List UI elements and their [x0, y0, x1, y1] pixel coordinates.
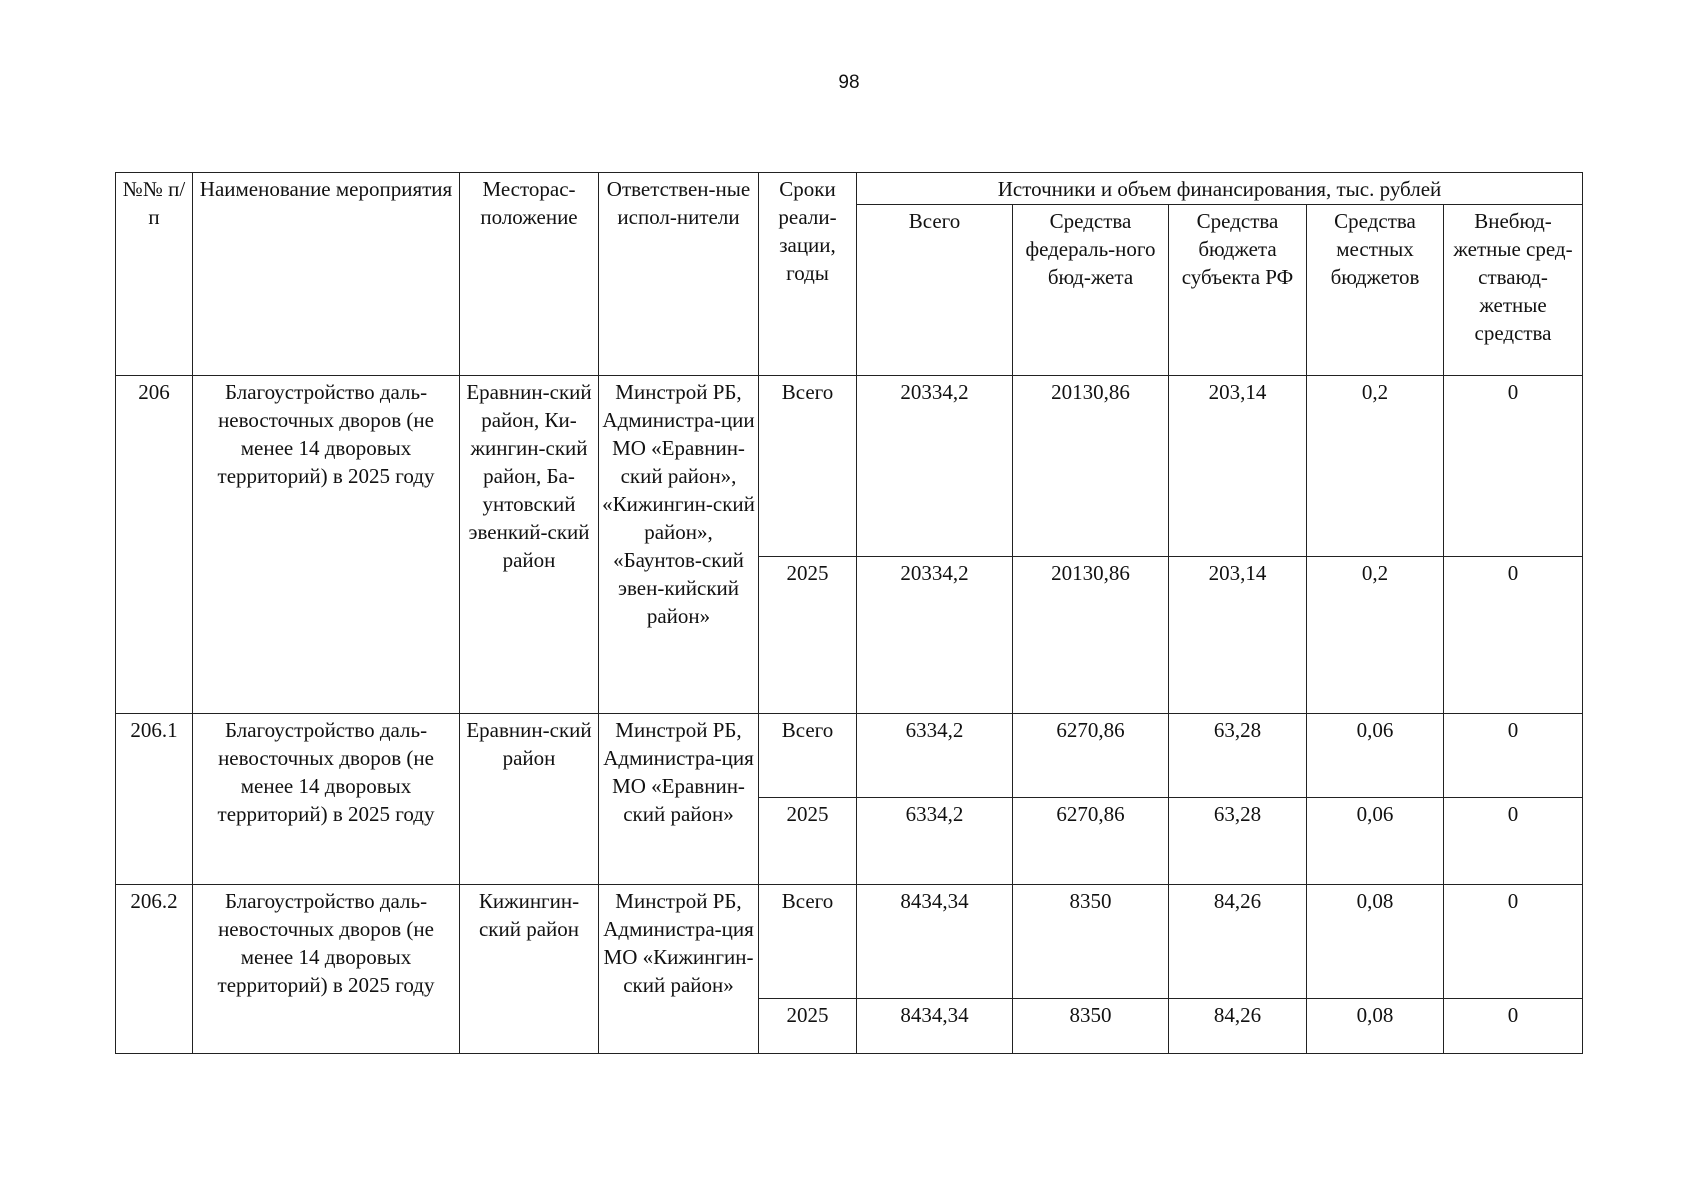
page-number: 98: [838, 72, 860, 93]
row-total: 6334,2: [857, 714, 1013, 798]
header-num: №№ п/п: [116, 173, 193, 376]
row-local: 0,06: [1307, 714, 1444, 798]
row-federal: 6270,86: [1013, 714, 1169, 798]
row-total: 6334,2: [857, 798, 1013, 885]
row-regional: 63,28: [1169, 714, 1307, 798]
row-location: Еравнин-ский район, Ки-жингин-ский район, Ба-унтовский эвенкий-ский район: [460, 376, 599, 714]
row-local: 0,2: [1307, 376, 1444, 557]
row-regional: 63,28: [1169, 798, 1307, 885]
header-total: Всего: [857, 205, 1013, 376]
row-regional: 203,14: [1169, 376, 1307, 557]
row-federal: 6270,86: [1013, 798, 1169, 885]
row-num: 206.1: [116, 714, 193, 885]
header-terms: Сроки реали-зации, годы: [759, 173, 857, 376]
row-total: 8434,34: [857, 885, 1013, 999]
row-period: 2025: [759, 999, 857, 1054]
row-local: 0,06: [1307, 798, 1444, 885]
row-extra: 0: [1444, 557, 1583, 714]
header-regional: Средства бюджета субъекта РФ: [1169, 205, 1307, 376]
table-row: [116, 885, 1583, 999]
row-extra: 0: [1444, 798, 1583, 885]
row-extra: 0: [1444, 714, 1583, 798]
row-period: 2025: [759, 557, 857, 714]
header-responsible: Ответствен-ные испол-нители: [599, 173, 759, 376]
row-name: Благоустройство даль-невосточных дворов (не менее 14 дворовых территорий) в 2025 году: [193, 885, 460, 1054]
row-local: 0,2: [1307, 557, 1444, 714]
row-responsible: Минстрой РБ, Администра-ция МО «Еравнин-ский район»: [599, 714, 759, 885]
row-num: 206.2: [116, 885, 193, 1054]
row-total: 8434,34: [857, 999, 1013, 1054]
row-period: Всего: [759, 714, 857, 798]
table-row: [116, 714, 1583, 798]
row-regional: 84,26: [1169, 885, 1307, 999]
row-period: 2025: [759, 798, 857, 885]
row-period: Всего: [759, 885, 857, 999]
table-row: [116, 376, 1583, 557]
header-local: Средства местных бюджетов: [1307, 205, 1444, 376]
row-extra: 0: [1444, 999, 1583, 1054]
row-federal: 20130,86: [1013, 376, 1169, 557]
row-responsible: Минстрой РБ, Администра-ция МО «Кижингин-ский район»: [599, 885, 759, 1054]
row-federal: 20130,86: [1013, 557, 1169, 714]
row-period: Всего: [759, 376, 857, 557]
row-extra: 0: [1444, 885, 1583, 999]
header-location: Месторас-положение: [460, 173, 599, 376]
row-num: 206: [116, 376, 193, 714]
row-location: Кижингин-ский район: [460, 885, 599, 1054]
financing-table: [115, 172, 1583, 1054]
header-row-1: [116, 173, 1583, 205]
header-federal: Средства федераль-ного бюд-жета: [1013, 205, 1169, 376]
row-location: Еравнин-ский район: [460, 714, 599, 885]
row-total: 20334,2: [857, 557, 1013, 714]
row-regional: 84,26: [1169, 999, 1307, 1054]
row-local: 0,08: [1307, 999, 1444, 1054]
row-federal: 8350: [1013, 885, 1169, 999]
row-local: 0,08: [1307, 885, 1444, 999]
row-extra: 0: [1444, 376, 1583, 557]
header-extra: Внебюд-жетные сред-стваюд-жетные средства: [1444, 205, 1583, 376]
row-regional: 203,14: [1169, 557, 1307, 714]
row-name: Благоустройство даль-невосточных дворов (не менее 14 дворовых территорий) в 2025 году: [193, 714, 460, 885]
row-total: 20334,2: [857, 376, 1013, 557]
row-federal: 8350: [1013, 999, 1169, 1054]
row-name: Благоустройство даль-невосточных дворов (не менее 14 дворовых территорий) в 2025 году: [193, 376, 460, 714]
header-name: Наименование мероприятия: [193, 173, 460, 376]
header-sources: Источники и объем финансирования, тыс. рублей: [857, 173, 1583, 205]
row-responsible: Минстрой РБ, Администра-ции МО «Еравнин-ский район», «Кижингин-ский район», «Баунтов-ский эвен-кийский район»: [599, 376, 759, 714]
